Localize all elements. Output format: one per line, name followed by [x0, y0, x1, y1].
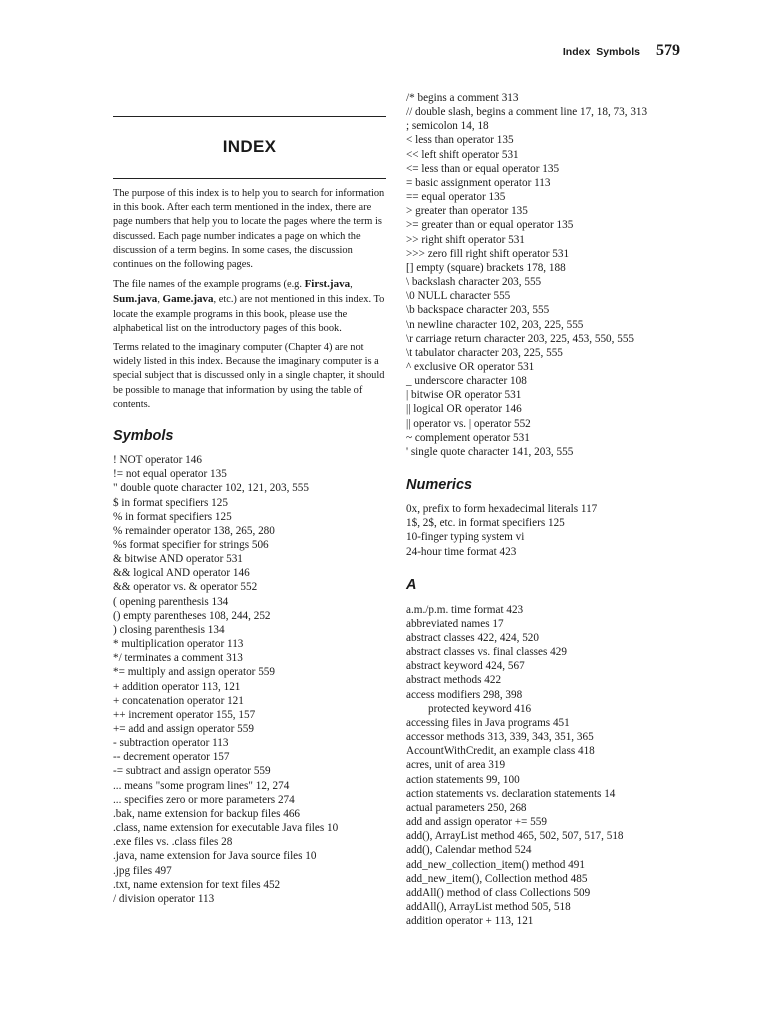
index-entry: actual parameters 250, 268 [406, 801, 527, 814]
index-entry: \r carriage return character 203, 225, 453, 550, 555 [406, 332, 635, 345]
index-entry: abbreviated names 17 [406, 617, 504, 630]
index-entry: = basic assignment operator 113 [406, 176, 551, 189]
index-entry: ' single quote character 141, 203, 555 [406, 445, 574, 458]
intro-paragraph-3: Terms related to the imaginary computer (Chapter 4) are not widely listed in this index. Because the imaginary computer is a special subject that is discussed only in a single chapter, it should be possible to manage that information by using the table of contents. [113, 342, 385, 410]
index-entry: abstract keyword 424, 567 [406, 660, 525, 673]
index-entry: ! NOT operator 146 [113, 454, 202, 467]
index-entry: " double quote character 102, 121, 203, 555 [113, 482, 309, 495]
index-entry: ... means "some program lines" 12, 274 [113, 779, 290, 792]
index-entry: () empty parentheses 108, 244, 252 [113, 609, 271, 622]
index-entry: -= subtract and assign operator 559 [113, 765, 271, 778]
filename-game-java: Game.java [162, 293, 214, 306]
intro-paragraph-1: The purpose of this index is to help you to search for information in this book. After each term mentioned in the index, there are page numbers that help you to locate the pages where the term is discussed. Each page number indicates a page on which the discussion of a term begins. In some cases, the discussion continues on the following pages. [113, 188, 385, 271]
index-entry: != not equal operator 135 [113, 468, 227, 481]
index-entry: acres, unit of area 319 [406, 759, 506, 772]
symbols-left-list [113, 453, 386, 906]
index-entry: .java, name extension for Java source files 10 [113, 850, 317, 863]
running-head-section: Index Symbols [562, 46, 640, 58]
index-entry: - subtraction operator 113 [113, 737, 229, 750]
index-entry: abstract classes 422, 424, 520 [406, 632, 539, 644]
title-bottom-rule [113, 178, 386, 179]
index-entry: addAll() method of class Collections 509 [406, 886, 591, 899]
index-entry: \n newline character 102, 203, 225, 555 [406, 318, 584, 331]
intro-text [113, 187, 386, 412]
index-entry: */ terminates a comment 313 [113, 652, 243, 665]
index-entry: << left shift operator 531 [406, 148, 519, 161]
index-entry: // double slash, begins a comment line 17, 18, 73, 313 [406, 106, 648, 119]
index-entry: || logical OR operator 146 [406, 403, 522, 416]
index-entry: * multiplication operator 113 [113, 638, 244, 651]
symbols-heading: Symbols [113, 428, 174, 445]
index-entry: || operator vs. | operator 552 [406, 417, 531, 430]
index-entry: & bitwise AND operator 531 [113, 553, 243, 566]
index-entry: add_new_collection_item() method 491 [406, 858, 585, 871]
symbols-right-list [406, 91, 706, 459]
section-a-list [406, 603, 706, 929]
index-entry: <= less than or equal operator 135 [406, 162, 560, 175]
index-entry: ++ increment operator 155, 157 [113, 708, 256, 721]
index-entry: add_new_item(), Collection method 485 [406, 872, 588, 885]
intro-paragraph-2 [113, 277, 386, 336]
index-entry: % in format specifiers 125 [113, 510, 232, 523]
index-entry: \0 NULL character 555 [406, 290, 511, 303]
index-entry: .class, name extension for executable Java files 10 [113, 822, 339, 835]
index-entry: abstract classes vs. final classes 429 [406, 646, 567, 659]
index-entry: %s format specifier for strings 506 [113, 538, 269, 551]
index-entry: .txt, name extension for text files 452 [113, 878, 281, 891]
index-entry: + addition operator 113, 121 [113, 680, 241, 693]
index-entry: addAll(), ArrayList method 505, 518 [406, 900, 571, 913]
index-entry: \ backslash character 203, 555 [406, 276, 542, 289]
index-entry: \b backspace character 203, 555 [406, 304, 550, 317]
index-entry: 1$, 2$, etc. in format specifiers 125 [406, 517, 565, 530]
index-entry: a.m./p.m. time format 423 [406, 603, 524, 616]
index-entry: ; semicolon 14, 18 [406, 120, 489, 133]
index-entry: *= multiply and assign operator 559 [113, 666, 275, 679]
index-entry: AccountWithCredit, an example class 418 [406, 745, 595, 758]
index-entry: ~ complement operator 531 [406, 431, 530, 444]
index-entry: && logical AND operator 146 [113, 567, 250, 580]
index-entry: / division operator 113 [113, 892, 215, 905]
index-title: INDEX [222, 137, 277, 156]
index-entry: 24-hour time format 423 [406, 545, 517, 558]
running-head [540, 42, 680, 60]
index-entry: > greater than operator 135 [406, 205, 528, 218]
index-entry: protected keyword 416 [428, 702, 532, 715]
filename-sum-java: Sum.java [113, 293, 158, 306]
intro-p2-sep2: , [157, 294, 163, 306]
index-entry: ( opening parenthesis 134 [113, 595, 229, 608]
index-entry: \t tabulator character 203, 225, 555 [406, 346, 563, 359]
index-entry: += add and assign operator 559 [113, 723, 254, 736]
right-column [406, 91, 706, 928]
index-entry: .jpg files 497 [113, 864, 172, 877]
index-entry: .exe files vs. .class files 28 [113, 836, 233, 849]
index-entry: && operator vs. & operator 552 [113, 581, 258, 594]
index-entry: /* begins a comment 313 [406, 92, 519, 104]
index-entry: action statements vs. declaration statements 14 [406, 787, 616, 800]
left-column [113, 116, 386, 906]
index-entry: .bak, name extension for backup files 466 [113, 807, 301, 820]
index-entry: 10-finger typing system vi [406, 531, 525, 544]
index-entry: accessing files in Java programs 451 [406, 716, 570, 729]
index-entry: $ in format specifiers 125 [113, 496, 228, 509]
intro-p2-sep1: , [350, 279, 353, 291]
index-entry: addition operator + 113, 121 [406, 915, 534, 928]
title-top-rule [113, 116, 386, 117]
numerics-heading: Numerics [406, 477, 473, 494]
filename-first-java: First.java [304, 278, 351, 291]
index-entry: [] empty (square) brackets 178, 188 [406, 261, 566, 274]
index-entry: accessor methods 313, 339, 343, 351, 365 [406, 731, 594, 744]
index-entry: 0x, prefix to form hexadecimal literals 117 [406, 503, 598, 516]
index-entry: add and assign operator += 559 [406, 816, 547, 829]
index-entry: abstract methods 422 [406, 674, 502, 687]
index-entry: < less than operator 135 [406, 134, 514, 147]
index-entry: + concatenation operator 121 [113, 694, 244, 707]
index-entry: _ underscore character 108 [406, 375, 527, 388]
page-number: 579 [656, 42, 680, 59]
index-entry: access modifiers 298, 398 [406, 688, 523, 701]
index-entry: == equal operator 135 [406, 191, 506, 204]
index-entry: % remainder operator 138, 265, 280 [113, 524, 275, 537]
intro-p2-after: , etc.) are not mentioned in this index. To locate the example programs in this book, please use the alphabetical list on the introductory pages of this book. [113, 294, 385, 334]
index-entry: ^ exclusive OR operator 531 [406, 360, 535, 373]
index-entry: ... specifies zero or more parameters 274 [113, 793, 295, 806]
index-entry: add(), Calendar method 524 [406, 844, 532, 857]
index-entry: >>> zero fill right shift operator 531 [406, 247, 570, 260]
index-entry: >> right shift operator 531 [406, 233, 525, 246]
index-entry: action statements 99, 100 [406, 773, 520, 786]
index-entry: >= greater than or equal operator 135 [406, 219, 574, 232]
index-entry: -- decrement operator 157 [113, 751, 230, 764]
intro-p2-before: The file names of the example programs (e.g. [113, 279, 305, 291]
numerics-list [406, 502, 706, 559]
index-entry: add(), ArrayList method 465, 502, 507, 517, 518 [406, 830, 624, 843]
index-entry: | bitwise OR operator 531 [406, 389, 522, 402]
index-entry: ) closing parenthesis 134 [113, 623, 225, 636]
section-a-heading: A [406, 576, 417, 593]
